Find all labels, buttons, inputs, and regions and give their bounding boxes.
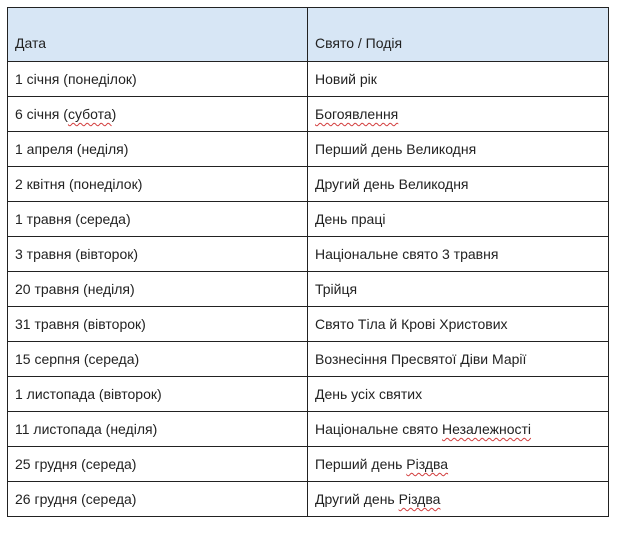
event-cell xyxy=(308,272,609,307)
table-row xyxy=(8,412,609,447)
holidays-table xyxy=(7,7,609,517)
date-cell xyxy=(8,307,308,342)
event-text: Другий день xyxy=(315,491,399,507)
misspelled-word[interactable]: Богоявлення xyxy=(315,106,399,122)
date-cell xyxy=(8,202,308,237)
date-cell xyxy=(8,377,308,412)
misspelled-word[interactable]: Різдва xyxy=(406,456,449,472)
date-text: 11 листопада (неділя) xyxy=(15,421,158,437)
event-cell xyxy=(308,97,609,132)
event-cell xyxy=(308,377,609,412)
table-row xyxy=(8,202,609,237)
event-cell xyxy=(308,412,609,447)
date-cell xyxy=(8,342,308,377)
date-text: 25 грудня (середа) xyxy=(15,456,137,472)
misspelled-word[interactable]: субота xyxy=(67,106,112,122)
date-cell xyxy=(8,97,308,132)
event-text: Перший день Великодня xyxy=(315,141,477,157)
date-cell xyxy=(8,62,308,97)
event-cell xyxy=(308,202,609,237)
table-row xyxy=(8,237,609,272)
event-text: Вознесіння Пресвятої Діви Марії xyxy=(315,351,527,367)
date-cell xyxy=(8,412,308,447)
table-row xyxy=(8,167,609,202)
date-text: 1 травня (середа) xyxy=(15,211,131,227)
date-text: 6 січня ( xyxy=(15,106,68,122)
event-text: Національне свято xyxy=(315,421,442,437)
event-text: Свято Тіла й Крові Христових xyxy=(315,316,508,332)
misspelled-word[interactable]: Незалежності xyxy=(442,421,531,437)
event-cell xyxy=(308,482,609,517)
table-row xyxy=(8,307,609,342)
date-text: 1 січня (понеділок) xyxy=(15,71,137,87)
event-cell xyxy=(308,237,609,272)
date-cell xyxy=(8,167,308,202)
date-cell xyxy=(8,272,308,307)
table-row xyxy=(8,447,609,482)
date-cell xyxy=(8,482,308,517)
table-row xyxy=(8,482,609,517)
date-cell xyxy=(8,132,308,167)
event-cell xyxy=(308,447,609,482)
table-row xyxy=(8,377,609,412)
event-text: Трійця xyxy=(315,281,358,297)
date-text: 15 серпня (середа) xyxy=(15,351,140,367)
event-text: День усіх святих xyxy=(315,386,423,402)
date-text: 1 листопада (вівторок) xyxy=(15,386,162,402)
date-text: ) xyxy=(111,106,117,122)
event-text: Перший день xyxy=(315,456,407,472)
table-row xyxy=(8,272,609,307)
date-cell xyxy=(8,237,308,272)
date-text: 26 грудня (середа) xyxy=(15,491,137,507)
event-text: Новий рік xyxy=(315,71,377,87)
event-cell xyxy=(308,62,609,97)
date-text: 31 травня (вівторок) xyxy=(15,316,146,332)
event-cell xyxy=(308,167,609,202)
date-cell xyxy=(8,447,308,482)
table-row xyxy=(8,97,609,132)
event-text: Національне свято 3 травня xyxy=(315,246,499,262)
event-text: Другий день Великодня xyxy=(315,176,469,192)
date-text: 1 апреля (неділя) xyxy=(15,141,129,157)
event-cell xyxy=(308,132,609,167)
table-row xyxy=(8,62,609,97)
misspelled-word[interactable]: Різдва xyxy=(398,491,441,507)
header-date: Дата xyxy=(8,8,308,62)
date-text: 20 травня (неділя) xyxy=(15,281,135,297)
date-text: 2 квітня (понеділок) xyxy=(15,176,143,192)
table-row xyxy=(8,132,609,167)
header-event: Свято / Подія xyxy=(308,8,609,62)
event-cell xyxy=(308,307,609,342)
event-cell xyxy=(308,342,609,377)
event-text: День праці xyxy=(315,211,386,227)
table-row xyxy=(8,342,609,377)
table-header-row xyxy=(8,8,609,62)
date-text: 3 травня (вівторок) xyxy=(15,246,139,262)
